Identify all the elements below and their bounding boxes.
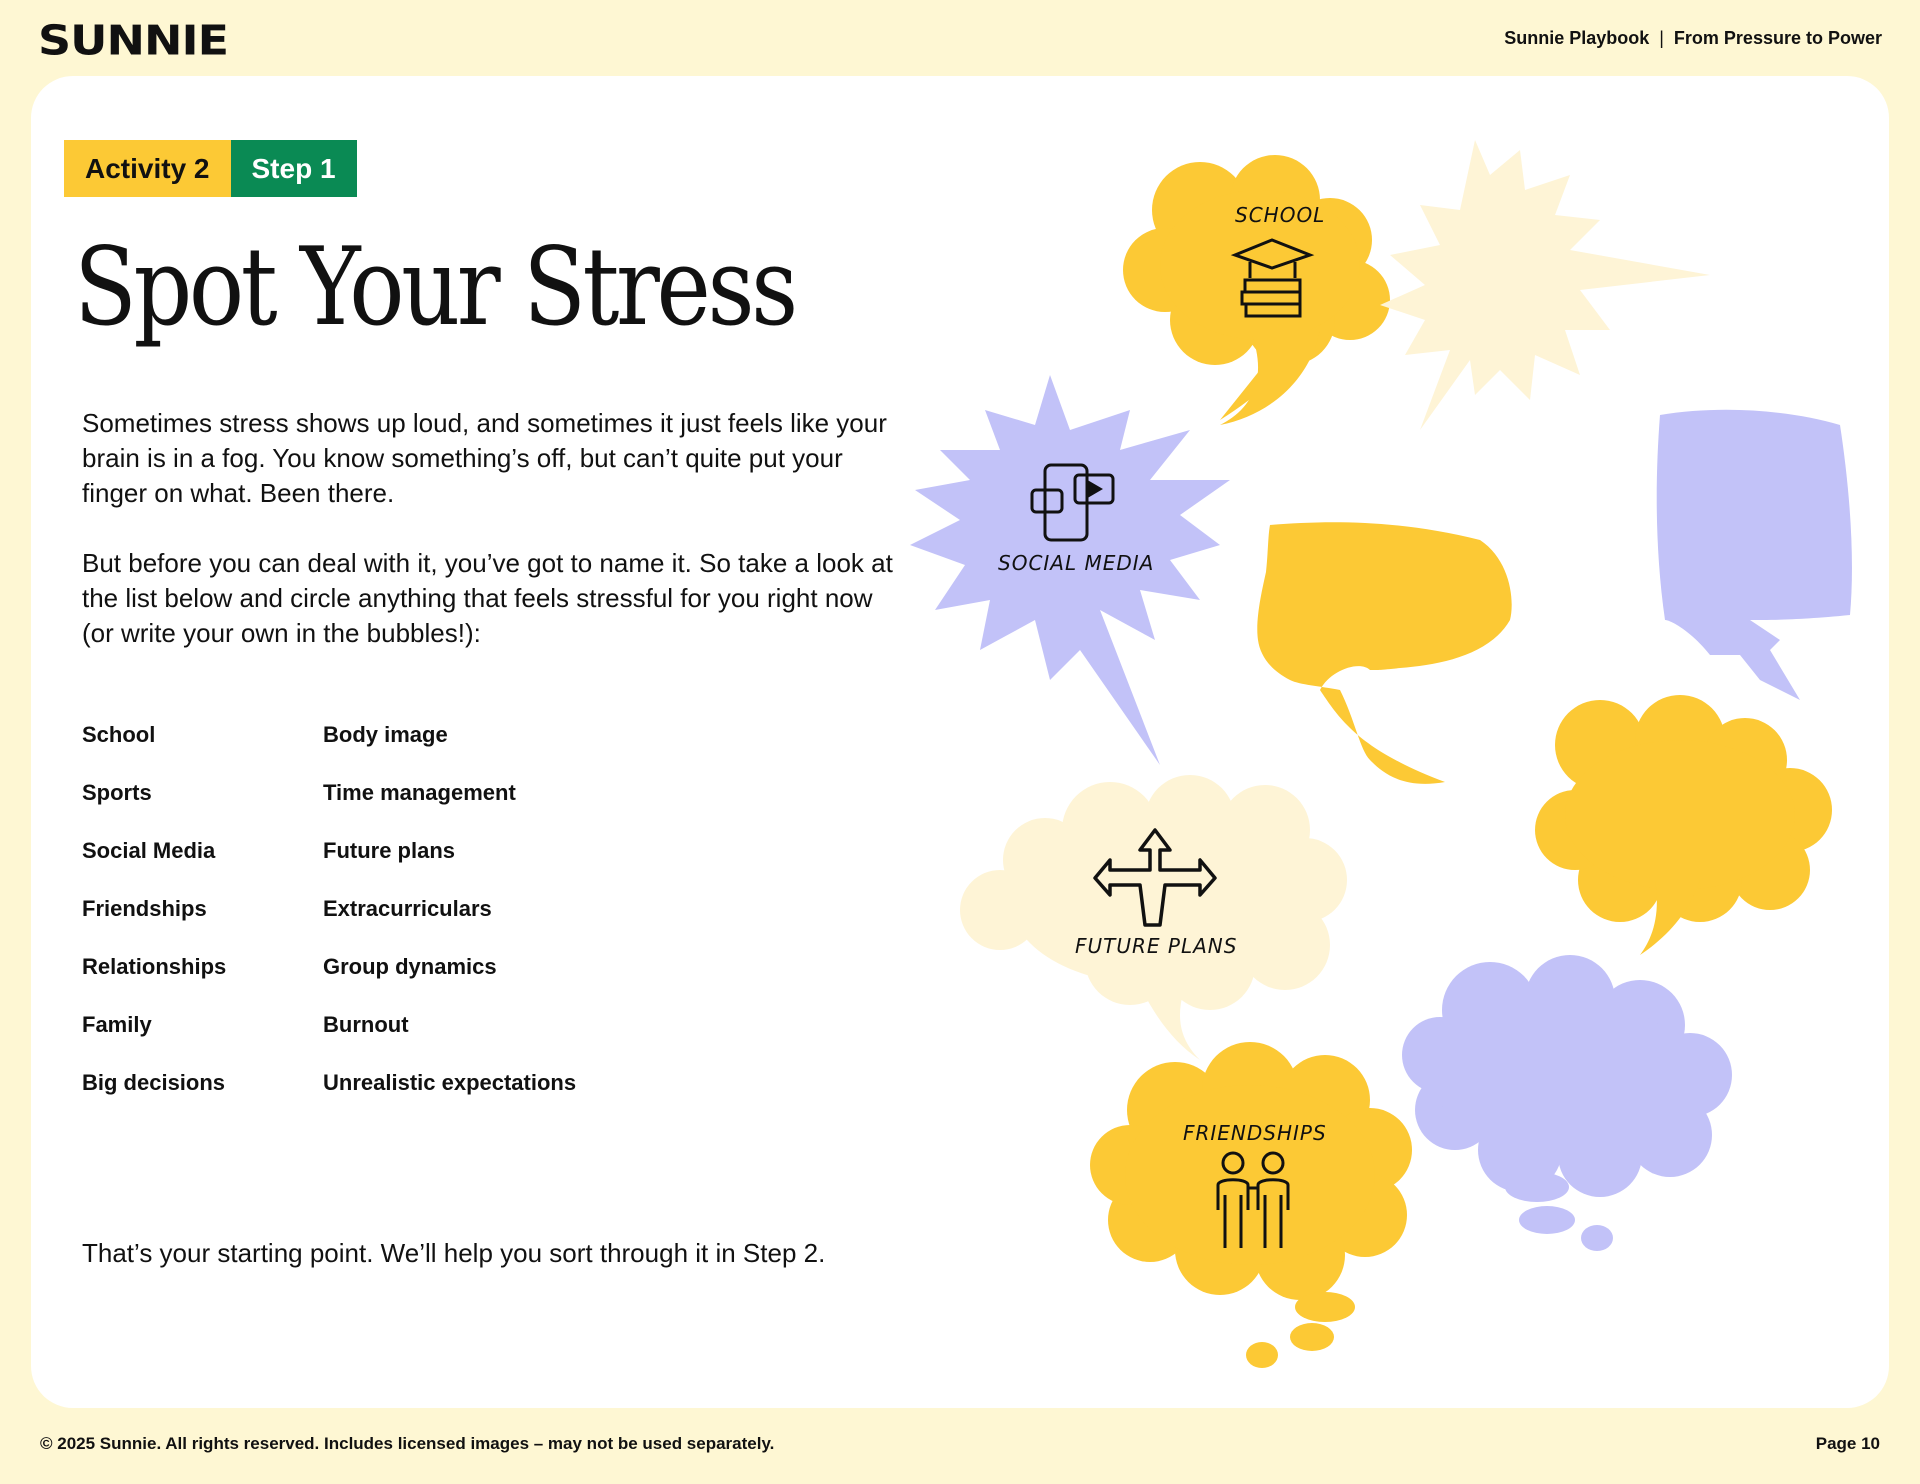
intro-paragraph-1: Sometimes stress shows up loud, and sometimes it just feels like your brain is in a fog. You know something’s off, but can’t quite put your finger on what. Been there.	[82, 408, 887, 508]
cream-burst-bubble	[1380, 140, 1710, 430]
future-plans-bubble-label: FUTURE PLANS	[1075, 934, 1238, 958]
footer-page-number: Page 10	[1815, 1434, 1880, 1453]
yellow-cloud-bubble-right	[1535, 695, 1832, 955]
lavender-thought-bubble	[1402, 955, 1732, 1251]
stressor-item: Friendships	[82, 896, 207, 921]
school-bubble	[1123, 155, 1390, 425]
lavender-rect-bubble	[1657, 410, 1852, 700]
footer-copyright: © 2025 Sunnie. All rights reserved. Includes licensed images – may not be used separately.	[40, 1434, 775, 1453]
stressor-item: Group dynamics	[323, 954, 497, 979]
stressor-item: Sports	[82, 780, 152, 805]
stressor-item: Time management	[323, 780, 516, 805]
social-media-bubble-label: SOCIAL MEDIA	[998, 551, 1155, 575]
stressor-item: Future plans	[323, 838, 456, 863]
sunnie-logo: SUNNIE	[38, 16, 229, 65]
friendships-bubble	[1090, 1042, 1412, 1368]
step-tag: Step 1	[231, 140, 357, 197]
stressor-item: Relationships	[82, 954, 227, 979]
activity-tag: Activity 2	[64, 140, 231, 197]
stressor-item: Social Media	[82, 838, 216, 863]
future-plans-bubble	[960, 775, 1347, 1060]
closing-text: That’s your starting point. We’ll help you sort through it in Step 2.	[82, 1238, 826, 1268]
stressor-item: Unrealistic expectations	[323, 1070, 577, 1095]
header-separator: |	[1659, 28, 1664, 48]
friendships-bubble-label: FRIENDSHIPS	[1183, 1121, 1327, 1145]
stressor-item: School	[82, 722, 156, 747]
header-subtitle: From Pressure to Power	[1673, 28, 1882, 48]
page-title: Spot Your Stress	[74, 225, 795, 350]
header-playbook: Sunnie Playbook	[1504, 28, 1650, 48]
stressor-item: Extracurriculars	[323, 896, 492, 921]
intro-paragraph-2: But before you can deal with it, you’ve got to name it. So take a look at the list below and circle anything that feels stressful for you right now (or write your own in the bubbles!):	[82, 548, 893, 648]
stressor-item: Big decisions	[82, 1070, 226, 1095]
school-bubble-label: SCHOOL	[1235, 203, 1326, 227]
stressor-item: Family	[82, 1012, 152, 1037]
yellow-oval-bubble	[1257, 522, 1511, 784]
stressor-item: Burnout	[323, 1012, 409, 1037]
stressor-item: Body image	[323, 722, 448, 747]
